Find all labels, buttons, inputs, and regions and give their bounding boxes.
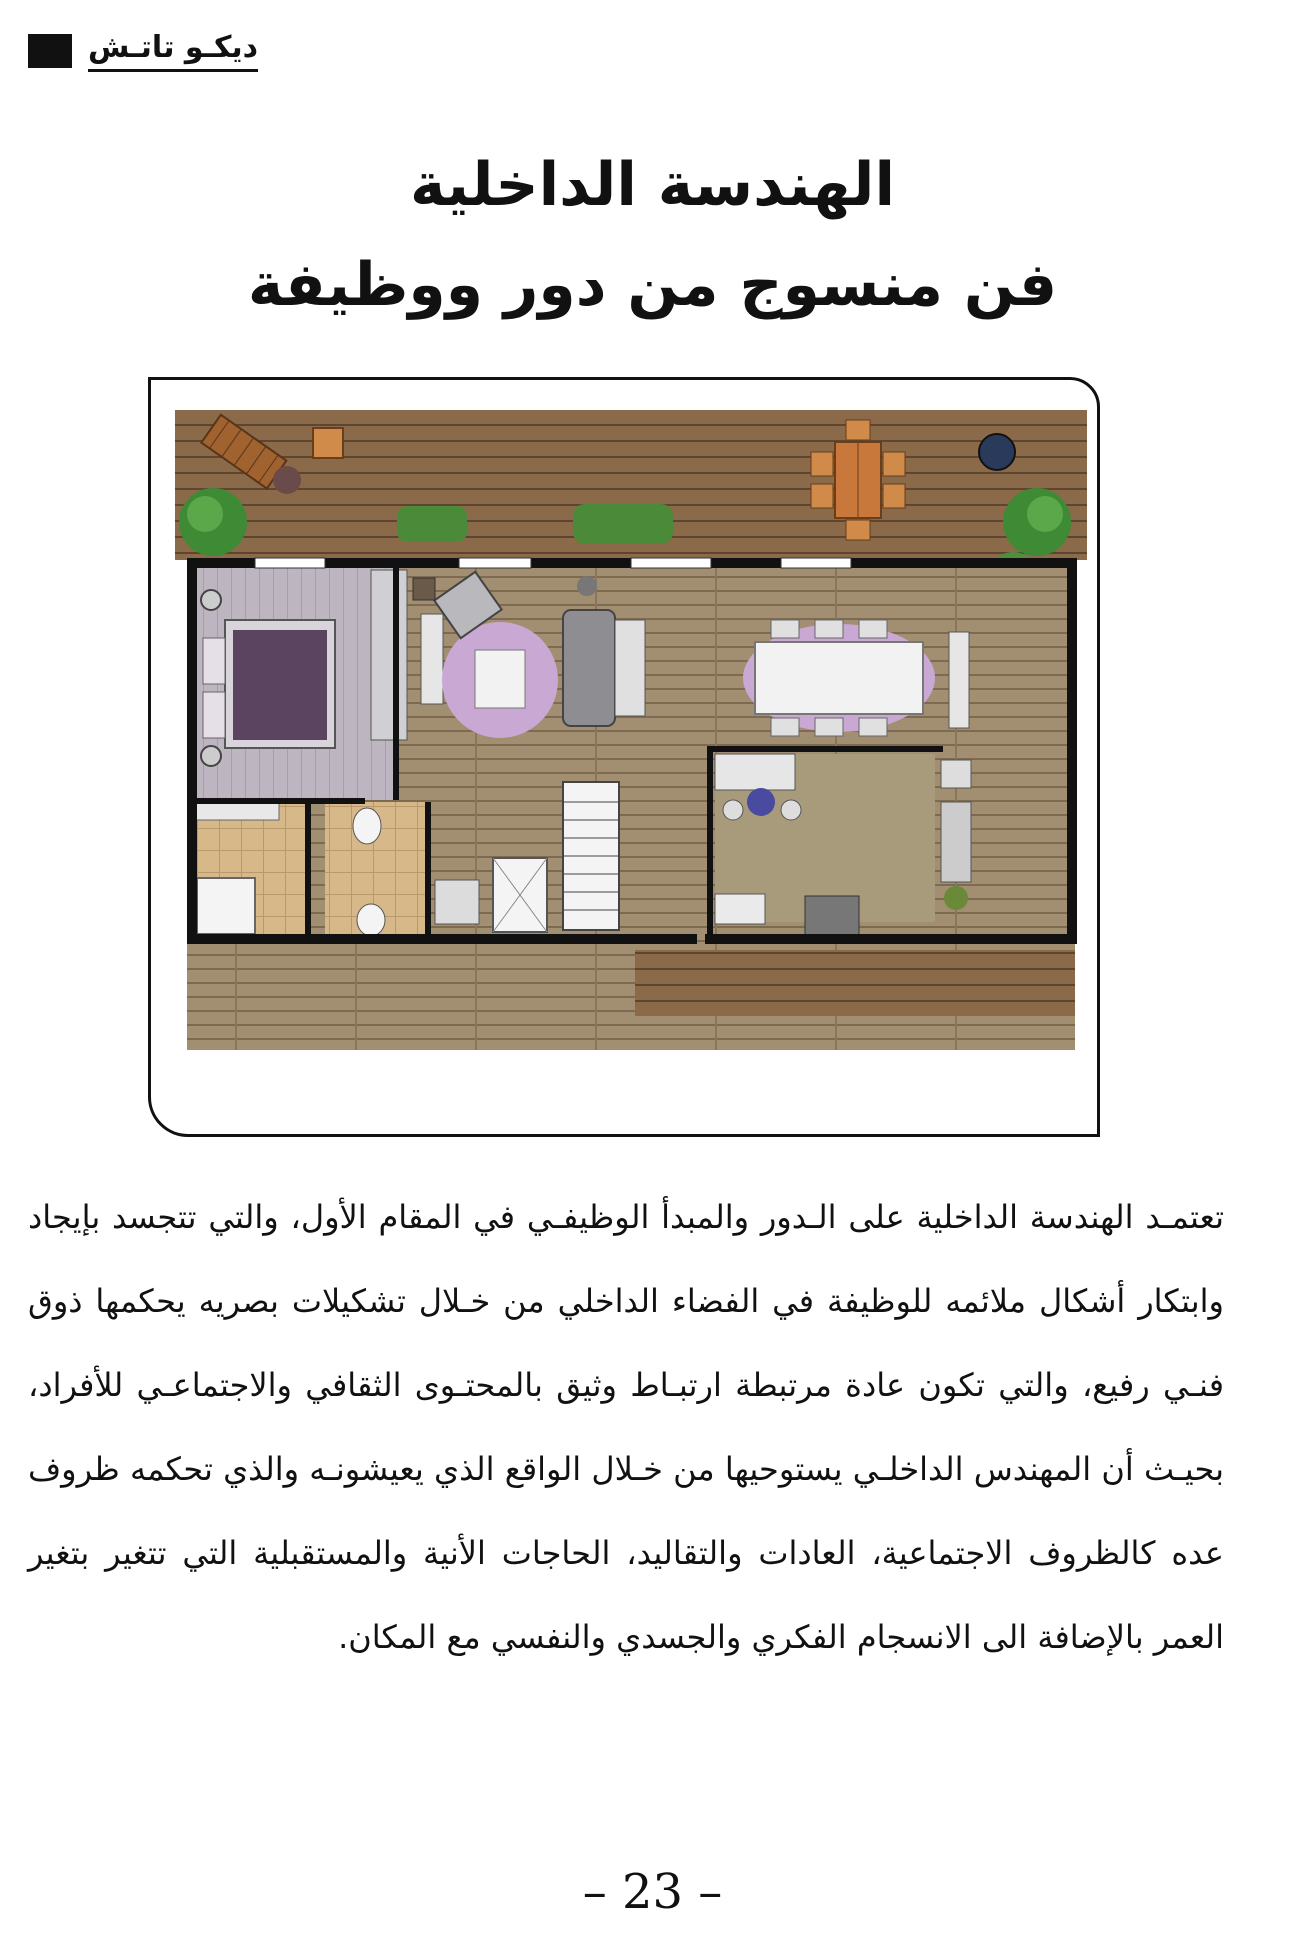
- page-title: [0, 135, 1305, 335]
- section-tag: [28, 26, 258, 76]
- floor-plan-illustration: [175, 410, 1087, 1106]
- title-line-2: فن منسوج من دور ووظيفة: [247, 250, 1058, 320]
- section-label: ديكـو تاتـش: [88, 30, 258, 72]
- page-number: – 23 –: [582, 1864, 723, 1920]
- figure-frame: [148, 377, 1100, 1137]
- article-paragraph: تعتمـد الهندسة الداخلية على الـدور والمبدأ الوظيفـي في المقام الأول، والتي تتجسد بإيجاد وابتكار أشكال ملائمه للوظيفة في الفضاء الداخلي من خـلال تشكيلات بصريه يحكمها ذوق فنـي رفيع، والتي تكون عادة مرتبطة ارتبـاط وثيق بالمحتـوى الثقافي والاجتماعـي للأفراد، بحيـث أن المهندس الداخلـي يستوحيها من خـلال الواقع الذي يعيشونـه والذي تحكمه ظروف عده كالظروف الاجتماعية، العادات والتقاليد، الحاجات الأنية والمستقبلية التي تتغير بتغير العمر بالإضافة الى الانسجام الفكري والجسدي والنفسي مع المكان.: [28, 1198, 1224, 1656]
- title-line-1: الهندسة الداخلية: [409, 150, 896, 220]
- section-marker-icon: [28, 34, 72, 68]
